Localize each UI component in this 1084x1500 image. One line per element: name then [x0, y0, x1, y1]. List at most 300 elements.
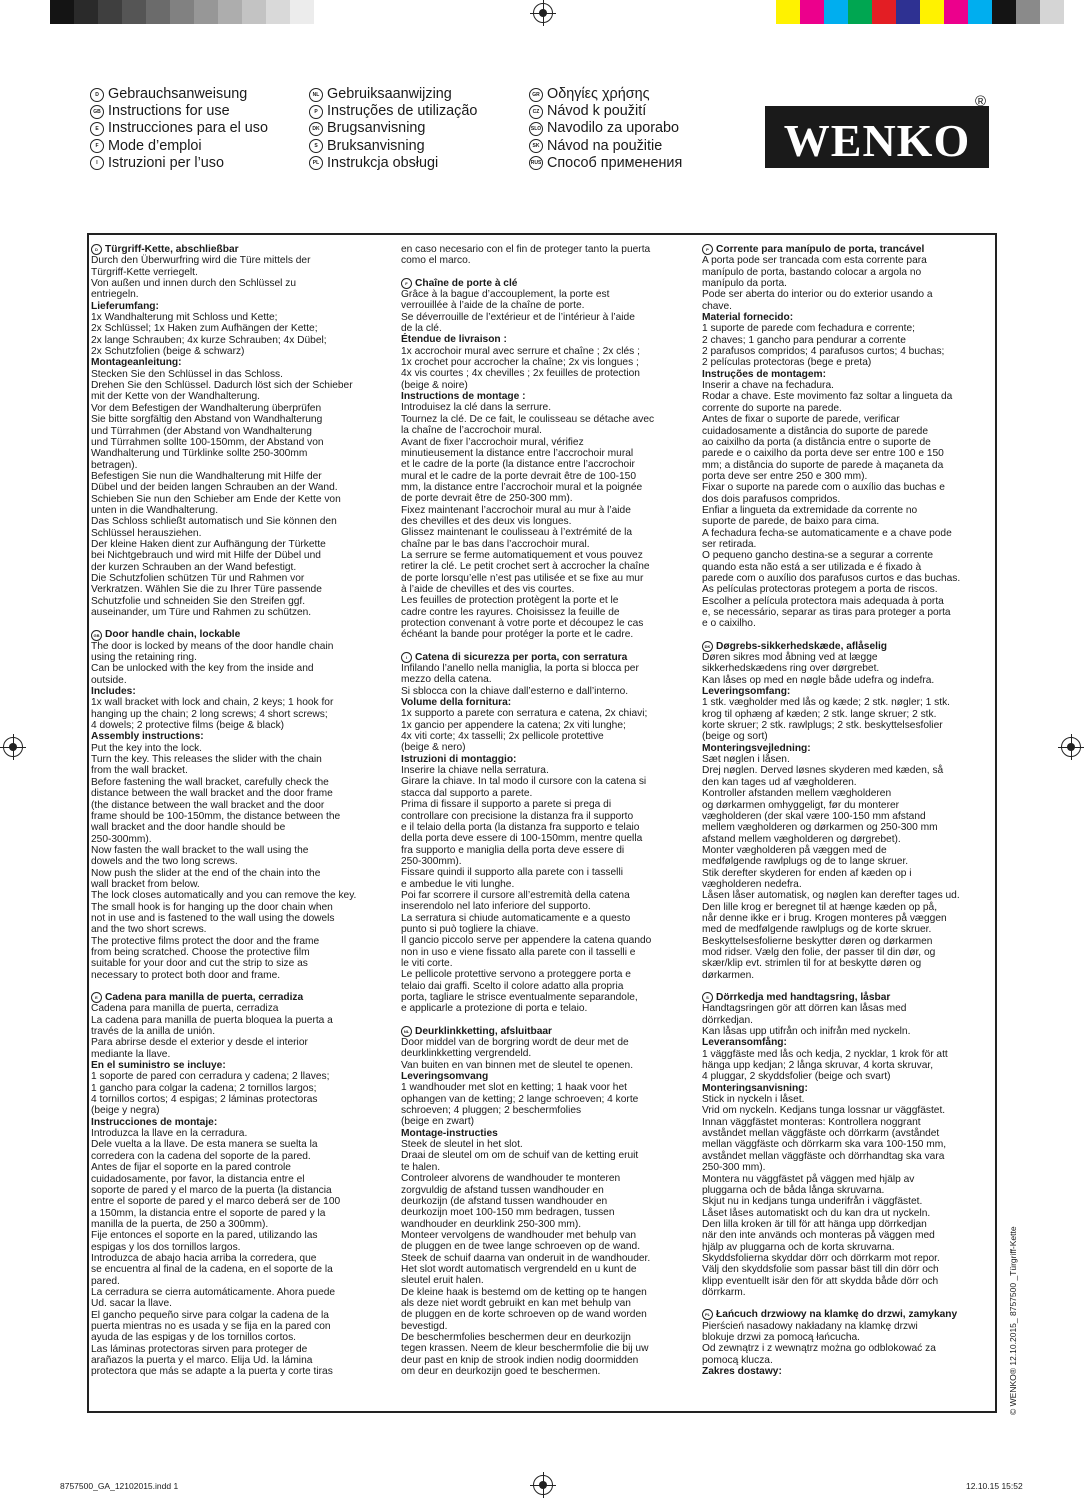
text-line: dos dois parafusos compridos. — [702, 493, 841, 505]
text-line: la chaîne de l’accrochoir mural. — [401, 425, 542, 437]
text-line: Steek de schuif daarna van onderuit in de wandhouder. — [401, 1252, 651, 1264]
section-heading — [702, 641, 981, 652]
text-line: wandhouder en deurklink 250-300 mm). — [401, 1218, 582, 1230]
text-line: Put the key into the lock. — [91, 742, 202, 754]
text-line: hänga upp kedjan; 2 långa skruvar, 4 korta skruvar, — [702, 1060, 934, 1072]
text-line: e applicarle a protezione di porta e telaio. — [401, 1003, 588, 1015]
text-line: Innan väggfästet monteras: Kontrollera noggrant — [702, 1116, 921, 1128]
language-item — [90, 138, 268, 155]
country-code-icon: SLO — [529, 122, 543, 136]
text-line: soporte de pared y el marco de la puerta (la distancia — [91, 1184, 332, 1196]
country-code-icon: D — [91, 244, 102, 255]
text-line: vægholderen (der skal være 100-150 mm afstand — [702, 810, 926, 822]
language-item — [529, 86, 682, 103]
country-code-icon: F — [401, 278, 412, 289]
text-line: Sie bitte sorgfältig den Abstand von Wandhalterung — [91, 414, 323, 426]
text-line: Die Schutzfolien schützen Tür und Rahmen vor — [91, 572, 305, 584]
color-calibration-strip — [776, 0, 1064, 24]
text-line: Fije entonces el soporte en la pared, utilizando las — [91, 1230, 318, 1242]
text-line: Before fastening the wall bracket, carefully check the — [91, 776, 329, 788]
text-line: e o caixilho. — [702, 618, 756, 630]
language-item — [309, 120, 477, 137]
text-line: Fixez maintenant l’accrochoir mural au mur à l’aide — [401, 504, 631, 516]
text-line: Enfiar a lingueta da extremidade da corrente no — [702, 504, 918, 516]
text-line: pluggarna och de båda långa skruvarna. — [702, 1184, 885, 1196]
text-line: medfølgende rawlplugs og de to lange skruer. — [702, 856, 909, 868]
country-code-icon: DK — [309, 122, 323, 136]
text-line: 250-300mm). — [401, 855, 462, 867]
text-line: chaîne par le bas dans l’accrochoir mural. — [401, 538, 590, 550]
country-code-icon: SK — [529, 139, 543, 153]
text-line: minutieusement la distance entre l’accrochoir mural — [401, 447, 634, 459]
text-line: 4 pluggar, 2 skyddsfolier (beige och svart) — [702, 1071, 891, 1083]
text-line: Monter vægholderen på væggen med de — [702, 844, 887, 856]
language-item — [529, 138, 682, 155]
language-item — [309, 103, 477, 120]
section-heading — [401, 652, 680, 663]
text-line: om deur en deurkozijn goed te beschermen. — [401, 1366, 601, 1377]
grey-swatch — [146, 0, 170, 24]
text-line: inserendolo nel lato inferiore del supporto. — [401, 901, 591, 913]
grey-calibration-strip — [50, 0, 314, 24]
text-line: De kleine haak is bestemd om de ketting op te hangen — [401, 1286, 647, 1298]
text-line: (beige & nero) — [401, 742, 466, 754]
subheading: En el suministro se incluye: — [91, 1060, 226, 1072]
text-line: The small hook is for hanging up the door chain when — [91, 901, 333, 913]
text-line: El gancho pequeño sirve para colgar la cadena de la — [91, 1309, 329, 1321]
section-heading — [702, 992, 981, 1003]
country-code-icon: I — [90, 156, 104, 170]
section-heading — [91, 244, 370, 255]
country-code-icon: P — [309, 105, 323, 119]
section-title: Deurklinkketting, afsluitbaar — [415, 1025, 552, 1037]
color-swatch — [1016, 0, 1040, 24]
text-line: As películas protectoras protegem a porta de riscos. — [702, 584, 938, 596]
text-line: La cadena para manilla de puerta bloquea la puerta a — [91, 1014, 333, 1026]
language-label: Brugsanvisning — [327, 120, 426, 137]
text-line: når denne ikke er i brug. Krogen monteres på væggen — [702, 912, 947, 924]
text-line: sikkerhedskædens ring over dørgrebet. — [702, 663, 880, 675]
text-line: Se déverrouille de l’extérieur et de l’intérieur à l’aide — [401, 311, 635, 323]
grey-swatch — [242, 0, 266, 24]
text-line: Il gancio piccolo serve per appendere la catena quando — [401, 935, 652, 947]
copyright-vertical: © WENKO® 12.10.2015_ 8757500 _Türgriff-Kette — [1008, 1226, 1018, 1415]
text-line: des chevilles et des deux vis longues. — [401, 515, 572, 527]
text-line: mezzo della catena. — [401, 674, 492, 686]
text-line: krog til ophæng af kæden; 2 stk. lange skruer; 2 stk. — [702, 708, 937, 720]
text-line: te halen. — [401, 1161, 441, 1173]
language-item — [309, 155, 477, 172]
language-item — [90, 155, 268, 172]
text-line: La serrure se ferme automatiquement et vous pouvez — [401, 549, 643, 561]
text-line: dörrkarm. — [702, 1286, 746, 1298]
text-line: The protective films protect the door and the frame — [91, 935, 320, 947]
text-line: suitable for your door and cut the strip to size as — [91, 958, 308, 970]
text-line: mm; a distância do suporte de parede à maçaneta da — [702, 459, 944, 471]
text-line: 1x supporto a parete con serratura e catena, 2x chiavi; — [401, 708, 648, 720]
subheading: Montage-instructies — [401, 1127, 498, 1139]
text-line: de pluggen en de twee lange schroeven op de wand. — [401, 1241, 641, 1253]
text-line: Kontroller afstanden mellem vægholderen — [702, 788, 892, 800]
registration-mark-icon — [3, 737, 23, 757]
section-title: Łańcuch drzwiowy na klamkę do drzwi, zamykany — [716, 1309, 958, 1321]
text-line: Wandhalterung und Türklinke sollte 250-300mm — [91, 448, 308, 460]
subheading: Monteringsvejledning: — [702, 742, 811, 754]
color-swatch — [824, 0, 848, 24]
text-line: 1 wandhouder met slot en ketting; 1 haak voor het — [401, 1082, 627, 1094]
text-line: wall bracket from below. — [91, 878, 200, 890]
text-line: à l’aide de chevilles et des vis courtes. — [401, 583, 575, 595]
text-line: a 150mm, la distancia entre el soporte de pared y la — [91, 1207, 326, 1219]
section-gap — [91, 618, 370, 629]
text-line: et le cadre de la porte (la distance entre l’accrochoir — [401, 459, 635, 471]
text-line: vægholderen nedefra. — [702, 878, 802, 890]
text-line: mellan väggfäste och dörrkarm ska vara 100-150 mm, — [702, 1139, 947, 1151]
text-line: Grâce à la bague d’accouplement, la porte est — [401, 289, 610, 301]
text-line: de la clé. — [401, 323, 442, 335]
text-line: se encuentra al final de la cadena, en el soporte de la — [91, 1264, 333, 1276]
color-swatch — [1040, 0, 1064, 24]
language-label: Instruções de utilização — [327, 103, 478, 120]
text-line: como el marco. — [401, 255, 471, 267]
section-title: Chaîne de porte à clé — [415, 277, 518, 289]
subheading: Instruções de montagem: — [702, 368, 826, 380]
text-line: e il telaio della porta (la distanza fra supporto e telaio — [401, 821, 640, 833]
text-line: betragen). — [91, 459, 138, 471]
text-line: unten in die Wandhalterung. — [91, 504, 219, 516]
text-line: deurklinkketting vergrendeld. — [401, 1048, 532, 1060]
text-line: Drehen Sie den Schlüssel. Dadurch löst sich der Schieber — [91, 380, 353, 392]
text-line: 2x Schlüssel; 1x Haken zum Aufhängen der Kette; — [91, 323, 318, 335]
text-line: from the wall bracket. — [91, 765, 188, 777]
section-heading — [401, 278, 680, 289]
language-list-2 — [309, 86, 477, 172]
text-line: La serratura si chiude automaticamente e a questo — [401, 912, 631, 924]
text-line: 1 soporte de pared con cerradura y cadena; 2 llaves; — [91, 1071, 330, 1083]
grey-swatch — [266, 0, 290, 24]
text-line: pomocą klucza. — [702, 1354, 773, 1366]
country-code-icon: P — [702, 244, 713, 255]
text-line: 1 stk. vægholder med lås og kæde; 2 stk. nøgler; 1 stk. — [702, 697, 951, 709]
country-code-icon: S — [702, 992, 713, 1003]
text-line: entriegeln. — [91, 289, 139, 301]
section-title: Døgrebs-sikkerhedskæde, aflåselig — [716, 640, 887, 652]
text-line: de porte lorsqu’elle n’est pas utilisée et se fixe au mur — [401, 572, 644, 584]
text-line: og dørkarmen omhyggeligt, før du monterer — [702, 799, 900, 811]
text-line: mural et le cadre de la porte devrait être de 100-150 — [401, 470, 637, 482]
text-line: ser retirada. — [702, 538, 757, 550]
country-code-icon: E — [91, 992, 102, 1003]
language-label: Gebrauchsanweisung — [108, 86, 248, 102]
text-line: Poi far scorrere il cursore all’estremità della catena — [401, 889, 630, 901]
grey-swatch — [98, 0, 122, 24]
text-line: Den lilla kroken är till för att hänga upp dörrkedjan — [702, 1218, 927, 1230]
text-line: Verkratzen. Wählen Sie die zu Ihrer Türe passende — [91, 584, 322, 596]
country-code-icon: I — [401, 652, 412, 663]
text-line: de pluggen en de korte schroeven op de wand worden — [401, 1309, 647, 1321]
language-label: Способ применения — [547, 154, 683, 171]
text-line: (beige y negra) — [91, 1105, 160, 1117]
section-heading — [91, 629, 370, 640]
text-line: Door middel van de borgring wordt de deur met de — [401, 1037, 629, 1049]
text-line: (beige og sort) — [702, 731, 768, 743]
text-line: klipp eventuellt isär den för att skydda både dörr och — [702, 1275, 939, 1287]
text-line: hjälp av pluggarna och de korta skruvarna. — [702, 1241, 895, 1253]
text-line: ao caixilho da porta (a distância entre o suporte de — [702, 436, 931, 448]
text-line: bevestigd. — [401, 1320, 448, 1332]
grey-swatch — [50, 0, 74, 24]
text-line: controllare con precisione la distanza fra il supporto — [401, 810, 634, 822]
language-list-1 — [90, 86, 268, 172]
text-line: Introduzca la llave en la cerradura. — [91, 1128, 248, 1140]
text-line: när den inte används och monteras på väggen med — [702, 1230, 935, 1242]
text-line: Pode ser aberta do interior ou do exterior usando a — [702, 289, 933, 301]
section-gap — [401, 1015, 680, 1026]
text-line: avståndet mellan väggfäste och dörrkarm (avståndet — [702, 1128, 940, 1140]
language-label: Οδηγίες χρήσης — [547, 86, 650, 102]
text-line: 1 gancho para colgar la cadena; 2 tornillos largos; — [91, 1082, 317, 1094]
section-title: Cadena para manilla de puerta, cerradiza — [105, 992, 304, 1003]
subheading: Montageanleitung: — [91, 357, 182, 369]
section-title: Dörrkedja med handtagsring, låsbar — [716, 992, 891, 1003]
text-line: avståndet mellan väggfäste och dörrhandtag ska vara — [702, 1150, 945, 1162]
subheading: Volume della fornitura: — [401, 697, 512, 709]
text-line: Si sblocca con la chiave dall’esterno e dall’interno. — [401, 685, 629, 697]
section-gap — [702, 981, 981, 992]
section-gap — [401, 267, 680, 278]
text-line: Steek de sleutel in het slot. — [401, 1139, 523, 1151]
text-line: Girare la chiave. In tal modo il cursore con la catena si — [401, 776, 647, 788]
text-line: cuidadosamente a distância do suporte de parede — [702, 425, 928, 437]
text-line: Inserire la chiave nella serratura. — [401, 765, 549, 777]
text-line: outside. — [91, 674, 127, 686]
text-line: deurkozijn moet 100-150 mm bedragen, tussen — [401, 1207, 615, 1219]
language-label: Instructions for use — [108, 103, 230, 120]
subheading: Étendue de livraison : — [401, 334, 507, 346]
country-code-icon: CZ — [529, 105, 543, 119]
text-line: stacca dal supporto a parete. — [401, 787, 533, 799]
text-line: Antes de fijar el soporte en la pared controle — [91, 1162, 291, 1174]
text-line: 1 suporte de parede com fechadura e corrente; — [702, 323, 915, 335]
text-line: bei Nichtgebrauch und wird mit Hilfe der Dübel und — [91, 550, 321, 562]
subheading: Instructions de montage : — [401, 391, 526, 403]
text-line: dörrkedjan. — [702, 1014, 753, 1026]
text-line: Schutzfolie und schneiden Sie den Streifen ggf. — [91, 595, 306, 607]
text-line: afstand mellem vægholderen og dørgrebet). — [702, 833, 901, 845]
text-line: mm, la distance entre l’accrochoir mural et la poignée — [401, 481, 643, 493]
text-line: Drej nøglen. Derved løsnes skyderen med kæden, så — [702, 765, 944, 777]
text-line: distance between the wall bracket and the door frame — [91, 788, 333, 800]
subheading: Leveringsomvang — [401, 1071, 489, 1083]
language-list-3 — [529, 86, 682, 172]
text-line: mod ridser. Vælg den folie, der passer til din dør, og — [702, 946, 936, 958]
subheading: Material fornecido: — [702, 312, 794, 324]
grey-swatch — [74, 0, 98, 24]
text-line: cadre contre les rayures. Choisissez la feuille de — [401, 606, 620, 618]
text-line: parede com o auxílio dos parafusos curtos e das buchas. — [702, 572, 961, 584]
color-swatch — [968, 0, 992, 24]
text-line: Skyddsfolierna skyddar dörr och dörrkarm mot repor. — [702, 1252, 940, 1264]
color-swatch — [776, 0, 800, 24]
text-line: (beige & noire) — [401, 379, 468, 391]
text-line: (beige en zwart) — [401, 1116, 475, 1128]
text-line: Monteer vervolgens de wandhouder met behulp van — [401, 1229, 637, 1241]
text-line: porta, tagliare le strisce eventualmente separandole, — [401, 992, 638, 1003]
color-swatch — [896, 0, 920, 24]
text-line: La cerradura se cierra automáticamente. Ahora puede — [91, 1286, 336, 1298]
grey-swatch — [218, 0, 242, 24]
text-line: 250-300 mm). — [702, 1162, 766, 1174]
language-item — [90, 120, 268, 137]
text-line: verrouillée à l’aide de la chaîne de porte. — [401, 300, 585, 312]
text-line: Schlüssel herausziehen. — [91, 527, 202, 539]
text-line: Handtagsringen gör att dörren kan låsas med — [702, 1003, 907, 1015]
language-label: Návod na použitie — [547, 137, 663, 154]
registered-mark: ® — [974, 94, 986, 110]
subheading: Monteringsanvisning: — [702, 1082, 808, 1094]
text-line: A fechadura fecha-se automaticamente e a chave pode — [702, 527, 952, 539]
text-line: Rodar a chave. Este movimento faz soltar a lingueta da — [702, 391, 953, 403]
text-line: dørkarmen. — [702, 969, 755, 981]
section-title: Corrente para manípulo de porta, trancável — [716, 244, 925, 255]
text-line: Vrid om nyckeln. Kedjans tunga lossnar ur väggfästet. — [702, 1105, 946, 1117]
language-item — [529, 103, 682, 120]
text-line: De beschermfolies beschermen deur en deurkozijn — [401, 1331, 631, 1343]
grey-swatch — [290, 0, 314, 24]
text-line: auseinander, um Türe und Rahmen zu schützen. — [91, 607, 312, 618]
language-label: Gebruiksaanwijzing — [327, 86, 452, 102]
text-line: en caso necesario con el fin de proteger tanto la puerta — [401, 244, 651, 255]
text-line: 1 väggfäste med lås och kedja, 2 nycklar, 1 krok för att — [702, 1048, 948, 1060]
language-label: Istruzioni per l’uso — [108, 154, 224, 171]
text-line: The lock closes automatically and you can remove the key. — [91, 890, 357, 902]
country-code-icon: RUS — [529, 156, 543, 170]
text-line: and the two short screws. — [91, 924, 207, 936]
date-time-footer: 12.10.15 15:52 — [966, 1481, 1023, 1491]
text-line: und Türrahmen (der Abstand von Wandhalterung — [91, 425, 312, 437]
text-line: Befestigen Sie nun die Wandhalterung mit Hilfe der — [91, 470, 322, 482]
subheading: Leveransomfång: — [702, 1037, 787, 1049]
text-line: Les feuilles de protection protègent la porte et le — [401, 595, 619, 607]
text-line: non in uso e viene fissato alla parete con il tasselli e — [401, 946, 636, 958]
text-line: Von außen und innen durch den Schlüssel zu — [91, 278, 297, 290]
subheading: Istruzioni di montaggio: — [401, 753, 517, 765]
text-line: Skjut nu in kedjans tunga underifrån i väggfästet. — [702, 1196, 923, 1208]
text-line: 1x Wandhalterung mit Schloss und Kette; — [91, 312, 278, 324]
text-line: skær/klip evt. strimlen til for at beskytte døren og — [702, 958, 922, 970]
country-code-icon: DK — [702, 641, 713, 652]
text-line: tegen krassen. Neem de kleur beschermfolie die bij uw — [401, 1343, 649, 1355]
language-label: Instrucciones para el uso — [108, 120, 268, 137]
section-heading — [702, 244, 981, 255]
registration-mark-icon — [1061, 737, 1081, 757]
text-line: blokuje drzwi za pomocą łańcucha. — [702, 1331, 860, 1343]
text-line: 2x lange Schrauben; 4x kurze Schrauben; 4x Dübel; — [91, 334, 327, 346]
text-line: Avant de fixer l’accrochoir mural, vérifiez — [401, 436, 584, 448]
text-line: Het slot wordt automatisch vergrendeld en u kunt de — [401, 1263, 637, 1275]
section-gap — [702, 630, 981, 641]
text-line: pared. — [91, 1275, 120, 1287]
wenko-logo — [765, 94, 989, 168]
color-swatch — [944, 0, 968, 24]
text-line: espigas y los dos tornillos largos. — [91, 1241, 241, 1253]
text-line: mit der Kette von der Wandhalterung. — [91, 391, 260, 403]
country-code-icon: GB — [91, 630, 102, 641]
text-line: Stik derefter skyderen for enden af kæden op i — [702, 867, 912, 879]
language-label: Bruksanvisning — [327, 137, 425, 154]
country-code-icon: NL — [309, 88, 323, 102]
text-line: sleutel eruit halen. — [401, 1275, 484, 1287]
text-line: cuidadosamente, por favor, la distancia entre el — [91, 1173, 305, 1185]
text-line: deurkozijn (de afstand tussen wandhouder en — [401, 1195, 608, 1207]
text-line: Inserir a chave na fechadura. — [702, 380, 834, 392]
text-line: della porta deve essere di 100-150mm, mentre quella — [401, 833, 643, 845]
text-line: Türgriff-Kette verriegelt. — [91, 266, 198, 278]
language-label: Navodilo za uporabo — [547, 120, 680, 137]
text-line: Draai de sleutel om om de schuif van de ketting eruit — [401, 1150, 639, 1162]
color-swatch — [992, 0, 1016, 24]
country-code-icon: GR — [529, 88, 543, 102]
text-line: from being scratched. Choose the protective film — [91, 946, 310, 958]
text-line: de porte devrait être de 250-300 mm). — [401, 493, 573, 505]
text-line: Can be unlocked with the key from the inside and — [91, 663, 314, 675]
text-line: 2 chaves; 1 gancho para pendurar a corrente — [702, 334, 906, 346]
text-line: frame should be 100-150mm, the distance between the — [91, 810, 341, 822]
text-line: Now fasten the wall bracket to the wall using the — [91, 844, 309, 856]
text-line: punto si può togliere la chiave. — [401, 923, 539, 935]
text-line: e, se necessário, separar as tiras para proteger a porta — [702, 607, 951, 618]
text-line: 4 dowels; 2 protective films (beige & black) — [91, 720, 285, 732]
text-line: protection convenant à votre porte et découpez le cas — [401, 618, 644, 629]
text-line: O pequeno gancho destina-se a segurar a corrente — [702, 550, 934, 562]
country-code-icon: NL — [401, 1026, 412, 1037]
text-line: manípulo da porta. — [702, 278, 787, 290]
text-line: Døren sikres mod åbning ved at lægge — [702, 652, 878, 664]
text-line: Välj den skyddsfolie som passar bäst till din dörr och — [702, 1264, 939, 1276]
text-line: The door is locked by means of the door handle chain — [91, 640, 334, 652]
text-line: 2x Schutzfolien (beige & schwarz) — [91, 346, 245, 358]
section-gap — [91, 981, 370, 992]
text-line: Infilando l’anello nella maniglia, la porta si blocca per — [401, 663, 639, 675]
text-line: ayuda de las espigas y de los tornillos cortos. — [91, 1332, 296, 1344]
color-swatch — [800, 0, 824, 24]
text-line: Der kleine Haken dient zur Aufhängung der Türkette — [91, 538, 326, 550]
text-line: Sæt nøglen i låsen. — [702, 754, 790, 766]
text-line: (the distance between the wall bracket and the door — [91, 799, 325, 811]
country-code-icon: PL — [309, 156, 323, 170]
text-line: necessary to protect both door and frame. — [91, 969, 281, 981]
text-line: Beskyttelsesfolierne beskytter døren og dørkarmen — [702, 935, 933, 947]
text-line: 1x wall bracket with lock and chain, 2 keys; 1 hook for — [91, 697, 334, 709]
text-line: quando esta não está a ser utilizada e é fixado à — [702, 561, 922, 573]
text-line: 2 parafusos compridos; 4 parafusos curtos; 4 buchas; — [702, 346, 945, 358]
subheading: Instrucciones de montaje: — [91, 1116, 218, 1128]
text-column-3 — [702, 244, 981, 1377]
language-item — [90, 86, 268, 103]
text-line: Låsen låser automatisk, og nøglen kan derefter tages ud. — [702, 890, 960, 902]
text-line: manípulo de porta, bastando colocar a argola no — [702, 266, 922, 278]
section-title: Catena di sicurezza per porta, con serratura — [415, 651, 628, 663]
subheading: Leveringsomfang: — [702, 686, 791, 698]
logo-text: WENKO — [783, 115, 971, 166]
text-line: der kurzen Schrauben an der Wand befestigt. — [91, 561, 297, 573]
text-line: manilla de la puerta, de 250 a 300mm). — [91, 1218, 269, 1230]
text-line: wall bracket and the door handle should be — [91, 822, 286, 834]
text-line: A porta pode ser trancada com esta corrente para — [702, 255, 927, 267]
text-line: not in use and is fastened to the wall using the dowels — [91, 912, 335, 924]
text-line: Antes de fixar o suporte de parede, verificar — [702, 414, 900, 426]
text-line: Para abrirse desde el exterior y desde el interior — [91, 1037, 308, 1049]
